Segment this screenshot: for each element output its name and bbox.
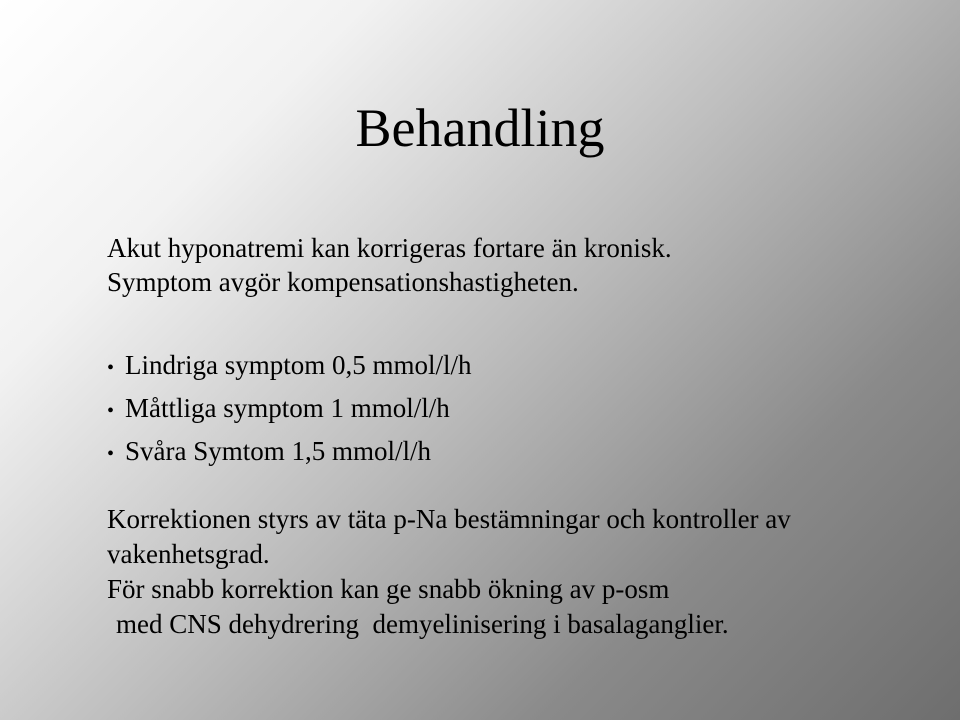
intro-line: Symptom avgör kompensationshastigheten.	[107, 267, 579, 297]
intro-text	[107, 231, 672, 299]
intro-line: Akut hyponatremi kan korrigeras fortare än kronisk.	[107, 233, 672, 263]
bullet-text: Svåra Symtom 1,5 mmol/l/h	[125, 436, 432, 466]
bullet-icon: •	[107, 357, 115, 379]
body-line: med CNS dehydrering demyelinisering i basalaganglier.	[116, 609, 729, 639]
bullet-item	[107, 431, 472, 474]
bullet-icon: •	[107, 443, 115, 465]
bullet-list	[107, 345, 472, 474]
slide-title: Behandling	[355, 98, 605, 158]
body-text	[107, 502, 927, 642]
bullet-item	[107, 388, 472, 431]
bullet-item	[107, 345, 472, 388]
body-line: Korrektionen styrs av täta p-Na bestämningar och kontroller av	[107, 504, 791, 534]
bullet-text: Måttliga symptom 1 mmol/l/h	[125, 393, 450, 423]
bullet-icon: •	[107, 400, 115, 422]
body-line: vakenhetsgrad.	[107, 539, 270, 569]
body-line: För snabb korrektion kan ge snabb ökning av p-osm	[107, 574, 670, 604]
bullet-text: Lindriga symptom 0,5 mmol/l/h	[125, 350, 472, 380]
